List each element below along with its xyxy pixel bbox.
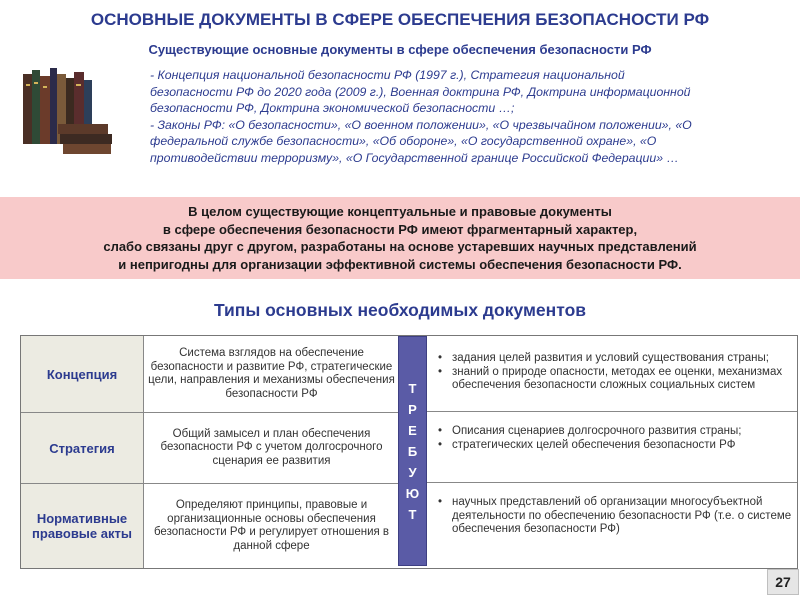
conclusion-line: В целом существующие концептуальные и правовые документы (188, 204, 612, 219)
conclusion-line: слабо связаны друг с другом, разработаны на основе устаревших научных представлений (103, 239, 697, 254)
vertical-letter: Т (408, 506, 417, 522)
vertical-letter: Ю (405, 485, 420, 501)
page-number: 27 (767, 569, 799, 595)
requires-vertical-bar (398, 336, 427, 566)
requirement-item: • научных представлений об организации многосубъектной деятельности по обеспечению безопасности РФ (т.е. о системе обеспечения безопасности РФ) (426, 496, 797, 537)
row-definition-strategy: Общий замысел и план обеспечения безопасности РФ с учетом долгосрочного сценария ее развития (143, 413, 399, 484)
row-definition-concept: Система взглядов на обеспечение безопасности и развитие РФ, стратегические цели, направления и механизмы обеспечения безопасности РФ (143, 336, 399, 413)
conclusion-line: и непригодны для организации эффективной системы обеспечения безопасности РФ. (118, 256, 682, 272)
row-label-regulations: Нормативные правовые акты (21, 484, 143, 568)
requirement-item: • Описания сценариев долгосрочного развития страны; (426, 425, 797, 439)
intro-line: безопасности РФ, Доктрина экономической безопасности …; (150, 101, 515, 115)
conclusion-line: в сфере обеспечения безопасности РФ имеют фрагментарный характер, (162, 221, 638, 237)
intro-line: безопасности РФ до 2020 года (2009 г.), Военная доктрина РФ, Доктрина информационной (150, 84, 691, 99)
row-label-concept: Концепция (21, 336, 143, 413)
intro-line: - Концепция национальной безопасности РФ (1997 г.), Стратегия национальной (150, 68, 625, 82)
row-requirements-concept (426, 336, 797, 412)
conclusion-text (0, 203, 800, 273)
row-requirements-strategy (426, 413, 797, 483)
slide-title: ОСНОВНЫЕ ДОКУМЕНТЫ В СФЕРЕ ОБЕСПЕЧЕНИЯ БЕЗОПАСНОСТИ РФ (90, 10, 710, 29)
intro-line: федеральной службе безопасности», «Об обороне», «О государственной охране», «О (150, 134, 657, 148)
slide-subtitle: Существующие основные документы в сфере обеспечения безопасности РФ (148, 42, 652, 57)
vertical-letter: Е (408, 422, 417, 438)
vertical-letter: Р (408, 401, 417, 417)
section-heading: Типы основных необходимых документов (213, 300, 587, 320)
row-requirements-regulations (426, 484, 797, 568)
requirement-item: • задания целей развития и условий существования страны; (426, 352, 797, 366)
intro-line: - Законы РФ: «О безопасности», «О военном положении», «О чрезвычайном положении», «О (150, 117, 692, 132)
existing-documents-list (150, 67, 775, 166)
row-label-strategy: Стратегия (21, 413, 143, 484)
intro-line: противодействии терроризму», «О Государственной границе Российской Федерации» … (150, 150, 679, 165)
requirement-item: • стратегических целей обеспечения безопасности РФ (426, 439, 797, 453)
books-illustration (18, 64, 118, 164)
vertical-letter: Т (408, 380, 417, 396)
vertical-letter: У (408, 464, 417, 480)
requirement-item: • знаний о природе опасности, методах ее оценки, механизмах обеспечения безопасности сложных социальных систем (426, 366, 797, 393)
vertical-letter: Б (407, 443, 418, 459)
row-definition-regulations: Определяют принципы, правовые и организационные основы обеспечения безопасности РФ и регулирует отношения в данной сфере (143, 484, 399, 568)
